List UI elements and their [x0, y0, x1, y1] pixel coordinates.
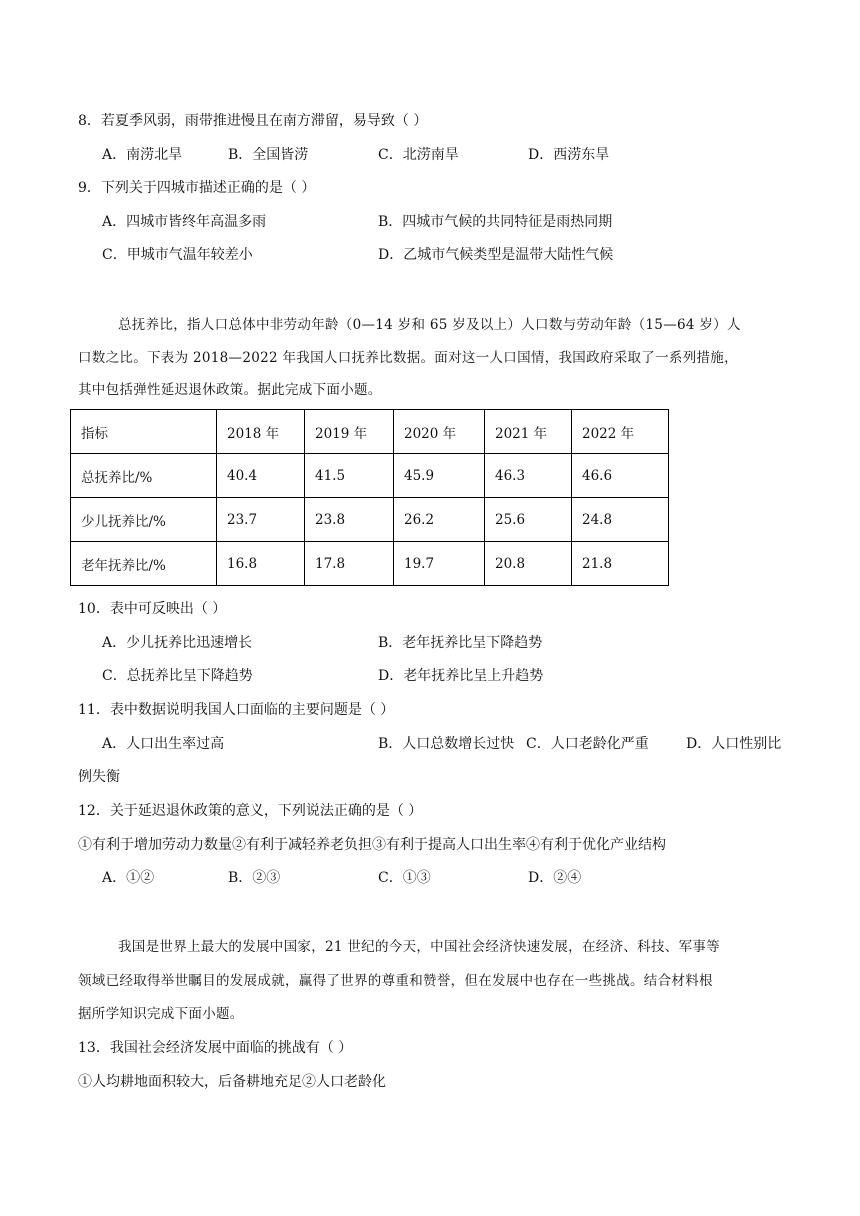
- table-cell: 老年抚养比/%: [71, 542, 217, 586]
- material-2-line-2: 领域已经取得举世瞩目的发展成就，赢得了世界的尊重和赞誉，但在发展中也存在一些挑战。结合材料根: [78, 973, 713, 989]
- table-cell: 46.6: [572, 454, 669, 498]
- table-cell: 24.8: [572, 498, 669, 542]
- material-2-line-3: 据所学知识完成下面小题。: [78, 1006, 244, 1022]
- q9-option-c: C．甲城市气温年较差小: [102, 247, 253, 263]
- table-cell: 19.7: [394, 542, 485, 586]
- q11-option-c: C．人口老龄化严重: [526, 736, 649, 752]
- q9-option-a: A．四城市皆终年高温多雨: [102, 214, 267, 230]
- q11-option-d: D．人口性别比: [686, 736, 782, 752]
- dependency-ratio-table: [70, 409, 669, 586]
- q12-option-a: A．①②: [102, 870, 155, 886]
- table-cell: 46.3: [485, 454, 572, 498]
- material-2-line-1: 我国是世界上最大的发展中国家，21 世纪的今天，中国社会经济快速发展，在经济、科技、军事等: [118, 939, 720, 955]
- table-header-cell: 2022 年: [572, 410, 669, 454]
- table-cell: 40.4: [217, 454, 305, 498]
- q8-option-a: A．南涝北旱: [102, 147, 183, 163]
- table-cell: 21.8: [572, 542, 669, 586]
- q8-option-d: D．西涝东旱: [528, 147, 610, 163]
- question-11-stem: 11．表中数据说明我国人口面临的主要问题是（ ）: [78, 702, 395, 718]
- table-cell: 16.8: [217, 542, 305, 586]
- table-row: [71, 498, 669, 542]
- table-cell: 26.2: [394, 498, 485, 542]
- q12-option-b: B．②③: [228, 870, 281, 886]
- q8-option-c: C．北涝南旱: [378, 147, 459, 163]
- material-1-line-1: 总抚养比，指人口总体中非劳动年龄（0—14 岁和 65 岁及以上）人口数与劳动年龄（15—64 岁）人: [118, 317, 741, 333]
- q8-option-b: B．全国皆涝: [228, 147, 309, 163]
- question-9-stem: 9．下列关于四城市描述正确的是（ ）: [78, 180, 316, 196]
- table-header-row: [71, 410, 669, 454]
- question-13-stem: 13．我国社会经济发展中面临的挑战有（ ）: [78, 1040, 353, 1056]
- table-cell: 20.8: [485, 542, 572, 586]
- table-header-cell: 2018 年: [217, 410, 305, 454]
- q10-option-b: B．老年抚养比呈下降趋势: [378, 635, 543, 651]
- table-header-cell: 指标: [71, 410, 217, 454]
- table-cell: 41.5: [305, 454, 394, 498]
- material-1-line-3: 其中包括弹性延迟退休政策。据此完成下面小题。: [78, 382, 382, 398]
- q9-option-d: D．乙城市气候类型是温带大陆性气候: [378, 247, 614, 263]
- question-10-stem: 10．表中可反映出（ ）: [78, 601, 227, 617]
- question-8-stem: 8．若夏季风弱，雨带推进慢且在南方滞留，易导致（ ）: [78, 113, 428, 129]
- table-cell: 17.8: [305, 542, 394, 586]
- q10-option-c: C．总抚养比呈下降趋势: [102, 668, 253, 684]
- table-row: [71, 542, 669, 586]
- q11-option-d-continuation: 例失衡: [78, 769, 120, 785]
- q10-option-d: D．老年抚养比呈上升趋势: [378, 668, 544, 684]
- table-row: [71, 454, 669, 498]
- material-1-line-2: 口数之比。下表为 2018—2022 年我国人口抚养比数据。面对这一人口国情，我国政府采取了一系列措施，: [78, 350, 738, 366]
- table-cell: 23.7: [217, 498, 305, 542]
- q12-option-c: C．①③: [378, 870, 431, 886]
- q10-option-a: A．少儿抚养比迅速增长: [102, 635, 253, 651]
- table-header-cell: 2021 年: [485, 410, 572, 454]
- question-12-stem: 12．关于延迟退休政策的意义，下列说法正确的是（ ）: [78, 803, 423, 819]
- q9-option-b: B．四城市气候的共同特征是雨热同期: [378, 214, 613, 230]
- q13-statements: ①人均耕地面积较大，后备耕地充足②人口老龄化: [78, 1074, 386, 1090]
- table-cell: 23.8: [305, 498, 394, 542]
- table-cell: 25.6: [485, 498, 572, 542]
- q12-statements: ①有利于增加劳动力数量②有利于减轻养老负担③有利于提高人口出生率④有利于优化产业结构: [78, 837, 666, 853]
- q11-option-a: A．人口出生率过高: [102, 736, 225, 752]
- table-cell: 45.9: [394, 454, 485, 498]
- table-cell: 总抚养比/%: [71, 454, 217, 498]
- q12-option-d: D．②④: [528, 870, 582, 886]
- table-header-cell: 2020 年: [394, 410, 485, 454]
- table-header-cell: 2019 年: [305, 410, 394, 454]
- table-cell: 少儿抚养比/%: [71, 498, 217, 542]
- q11-option-b: B．人口总数增长过快: [378, 736, 515, 752]
